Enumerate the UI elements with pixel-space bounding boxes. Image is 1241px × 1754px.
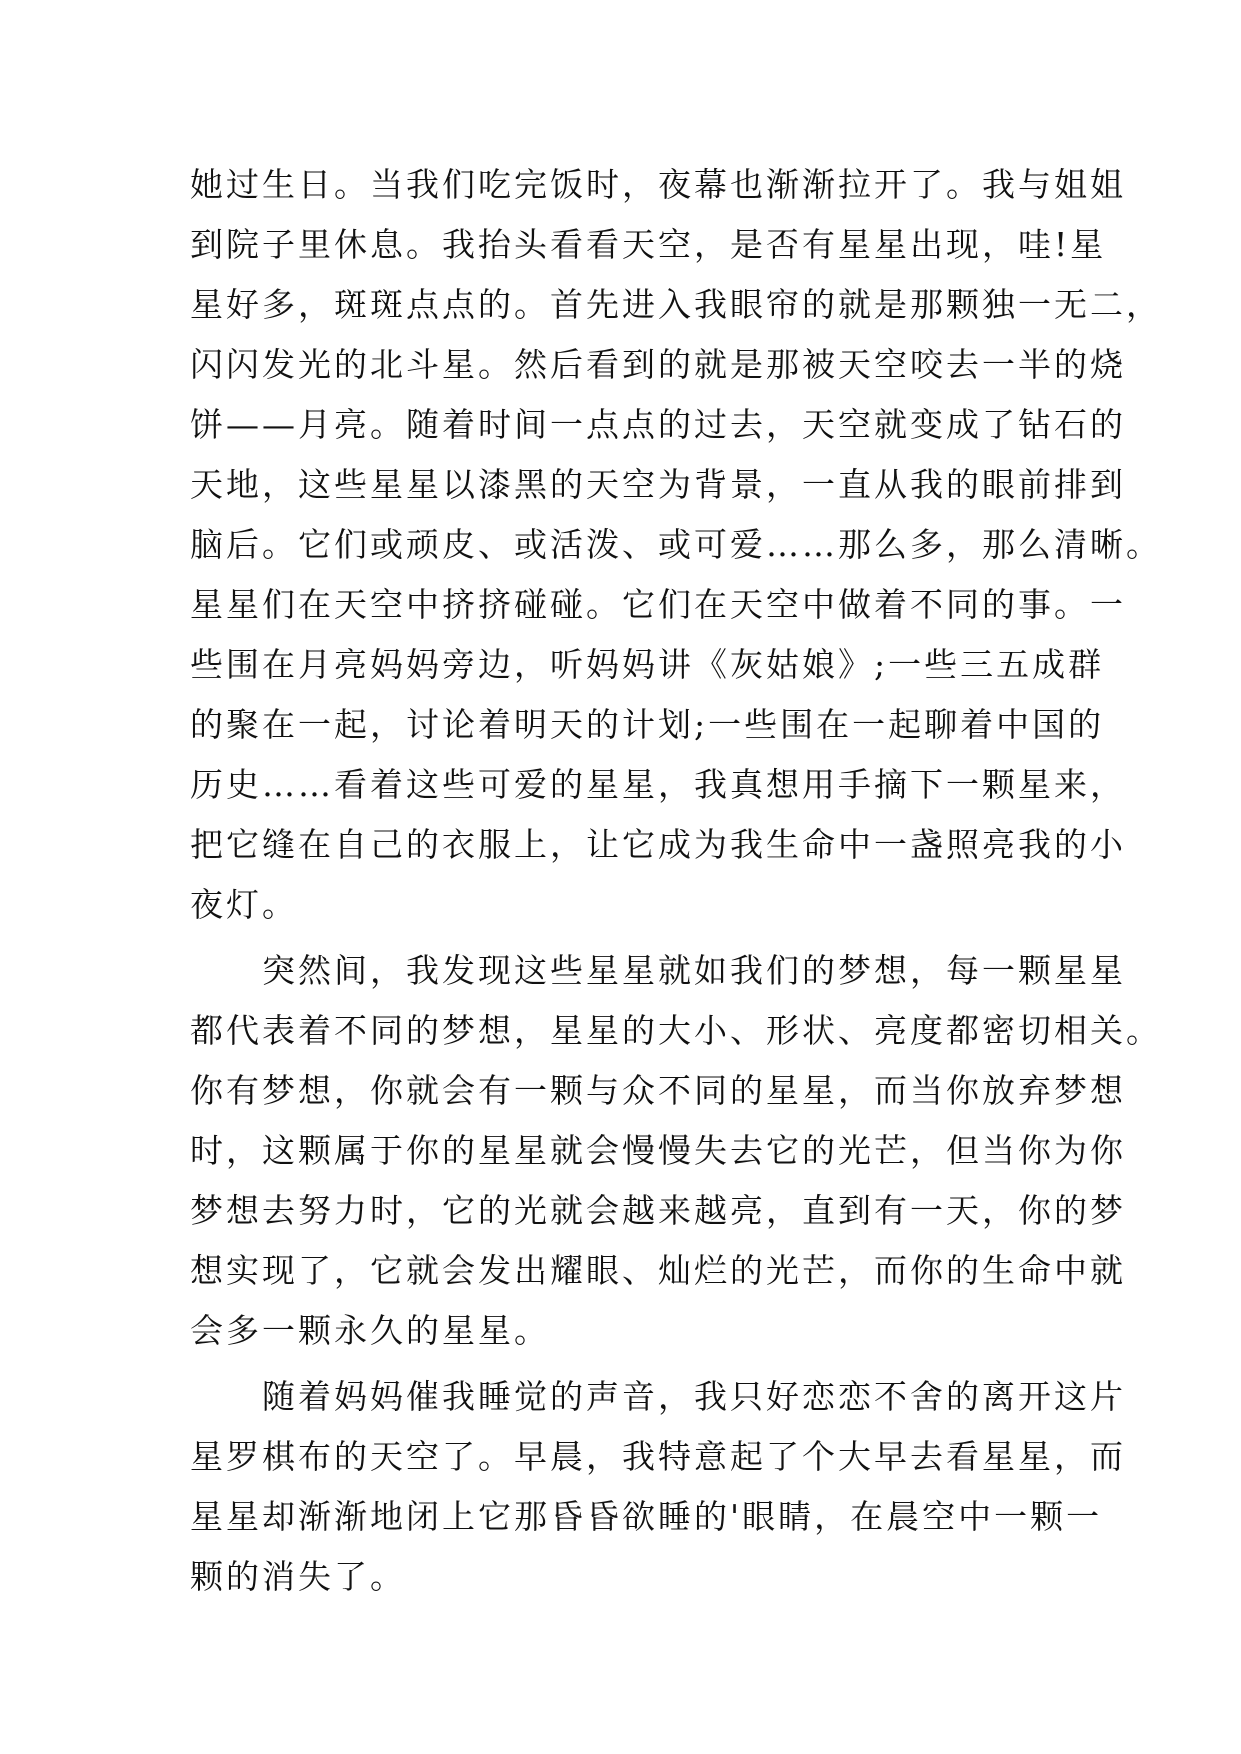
text-line: 颗的消失了。 [190, 1557, 406, 1596]
text-line: 会多一颗永久的星星。 [190, 1311, 550, 1350]
text-line: 夜灯。 [190, 885, 298, 924]
text-line: 天地，这些星星以漆黑的天空为背景，一直从我的眼前排到 [190, 465, 1126, 504]
paragraph-3 [190, 1367, 1126, 1607]
text-line: 星罗棋布的天空了。早晨，我特意起了个大早去看星星，而 [190, 1437, 1126, 1476]
text-line: 星星们在天空中挤挤碰碰。它们在天空中做着不同的事。一 [190, 585, 1126, 624]
text-line: 你有梦想，你就会有一颗与众不同的星星，而当你放弃梦想 [190, 1071, 1126, 1110]
text-line: 梦想去努力时，它的光就会越来越亮，直到有一天，你的梦 [190, 1191, 1126, 1230]
document-body [190, 155, 1162, 1607]
text-line: 时，这颗属于你的星星就会慢慢失去它的光芒，但当你为你 [190, 1131, 1126, 1170]
text-line: 历史……看着这些可爱的星星，我真想用手摘下一颗星来， [190, 765, 1126, 804]
text-line: 闪闪发光的北斗星。然后看到的就是那被天空咬去一半的烧 [190, 345, 1126, 384]
paragraph-2 [190, 941, 1162, 1361]
text-line: 都代表着不同的梦想，星星的大小、形状、亮度都密切相关。 [190, 1011, 1162, 1050]
text-line: 星好多，斑斑点点的。首先进入我眼帘的就是那颗独一无二， [190, 285, 1162, 324]
text-line: 突然间，我发现这些星星就如我们的梦想，每一颗星星 [190, 951, 1126, 990]
paragraph-1 [190, 155, 1162, 935]
text-line: 想实现了，它就会发出耀眼、灿烂的光芒，而你的生命中就 [190, 1251, 1126, 1290]
text-line: 到院子里休息。我抬头看看天空，是否有星星出现，哇!星 [190, 225, 1107, 264]
text-line: 脑后。它们或顽皮、或活泼、或可爱……那么多，那么清晰。 [190, 525, 1162, 564]
text-line: 随着妈妈催我睡觉的声音，我只好恋恋不舍的离开这片 [190, 1377, 1126, 1416]
text-line: 把它缝在自己的衣服上，让它成为我生命中一盏照亮我的小 [190, 825, 1126, 864]
text-line: 星星却渐渐地闭上它那昏昏欲睡的'眼睛，在晨空中一颗一 [190, 1497, 1103, 1536]
text-line: 的聚在一起，讨论着明天的计划;一些围在一起聊着中国的 [190, 705, 1105, 744]
text-line: 饼——月亮。随着时间一点点的过去，天空就变成了钻石的 [190, 405, 1126, 444]
text-line: 她过生日。当我们吃完饭时，夜幕也渐渐拉开了。我与姐姐 [190, 165, 1126, 204]
text-line: 些围在月亮妈妈旁边，听妈妈讲《灰姑娘》;一些三五成群 [190, 645, 1105, 684]
